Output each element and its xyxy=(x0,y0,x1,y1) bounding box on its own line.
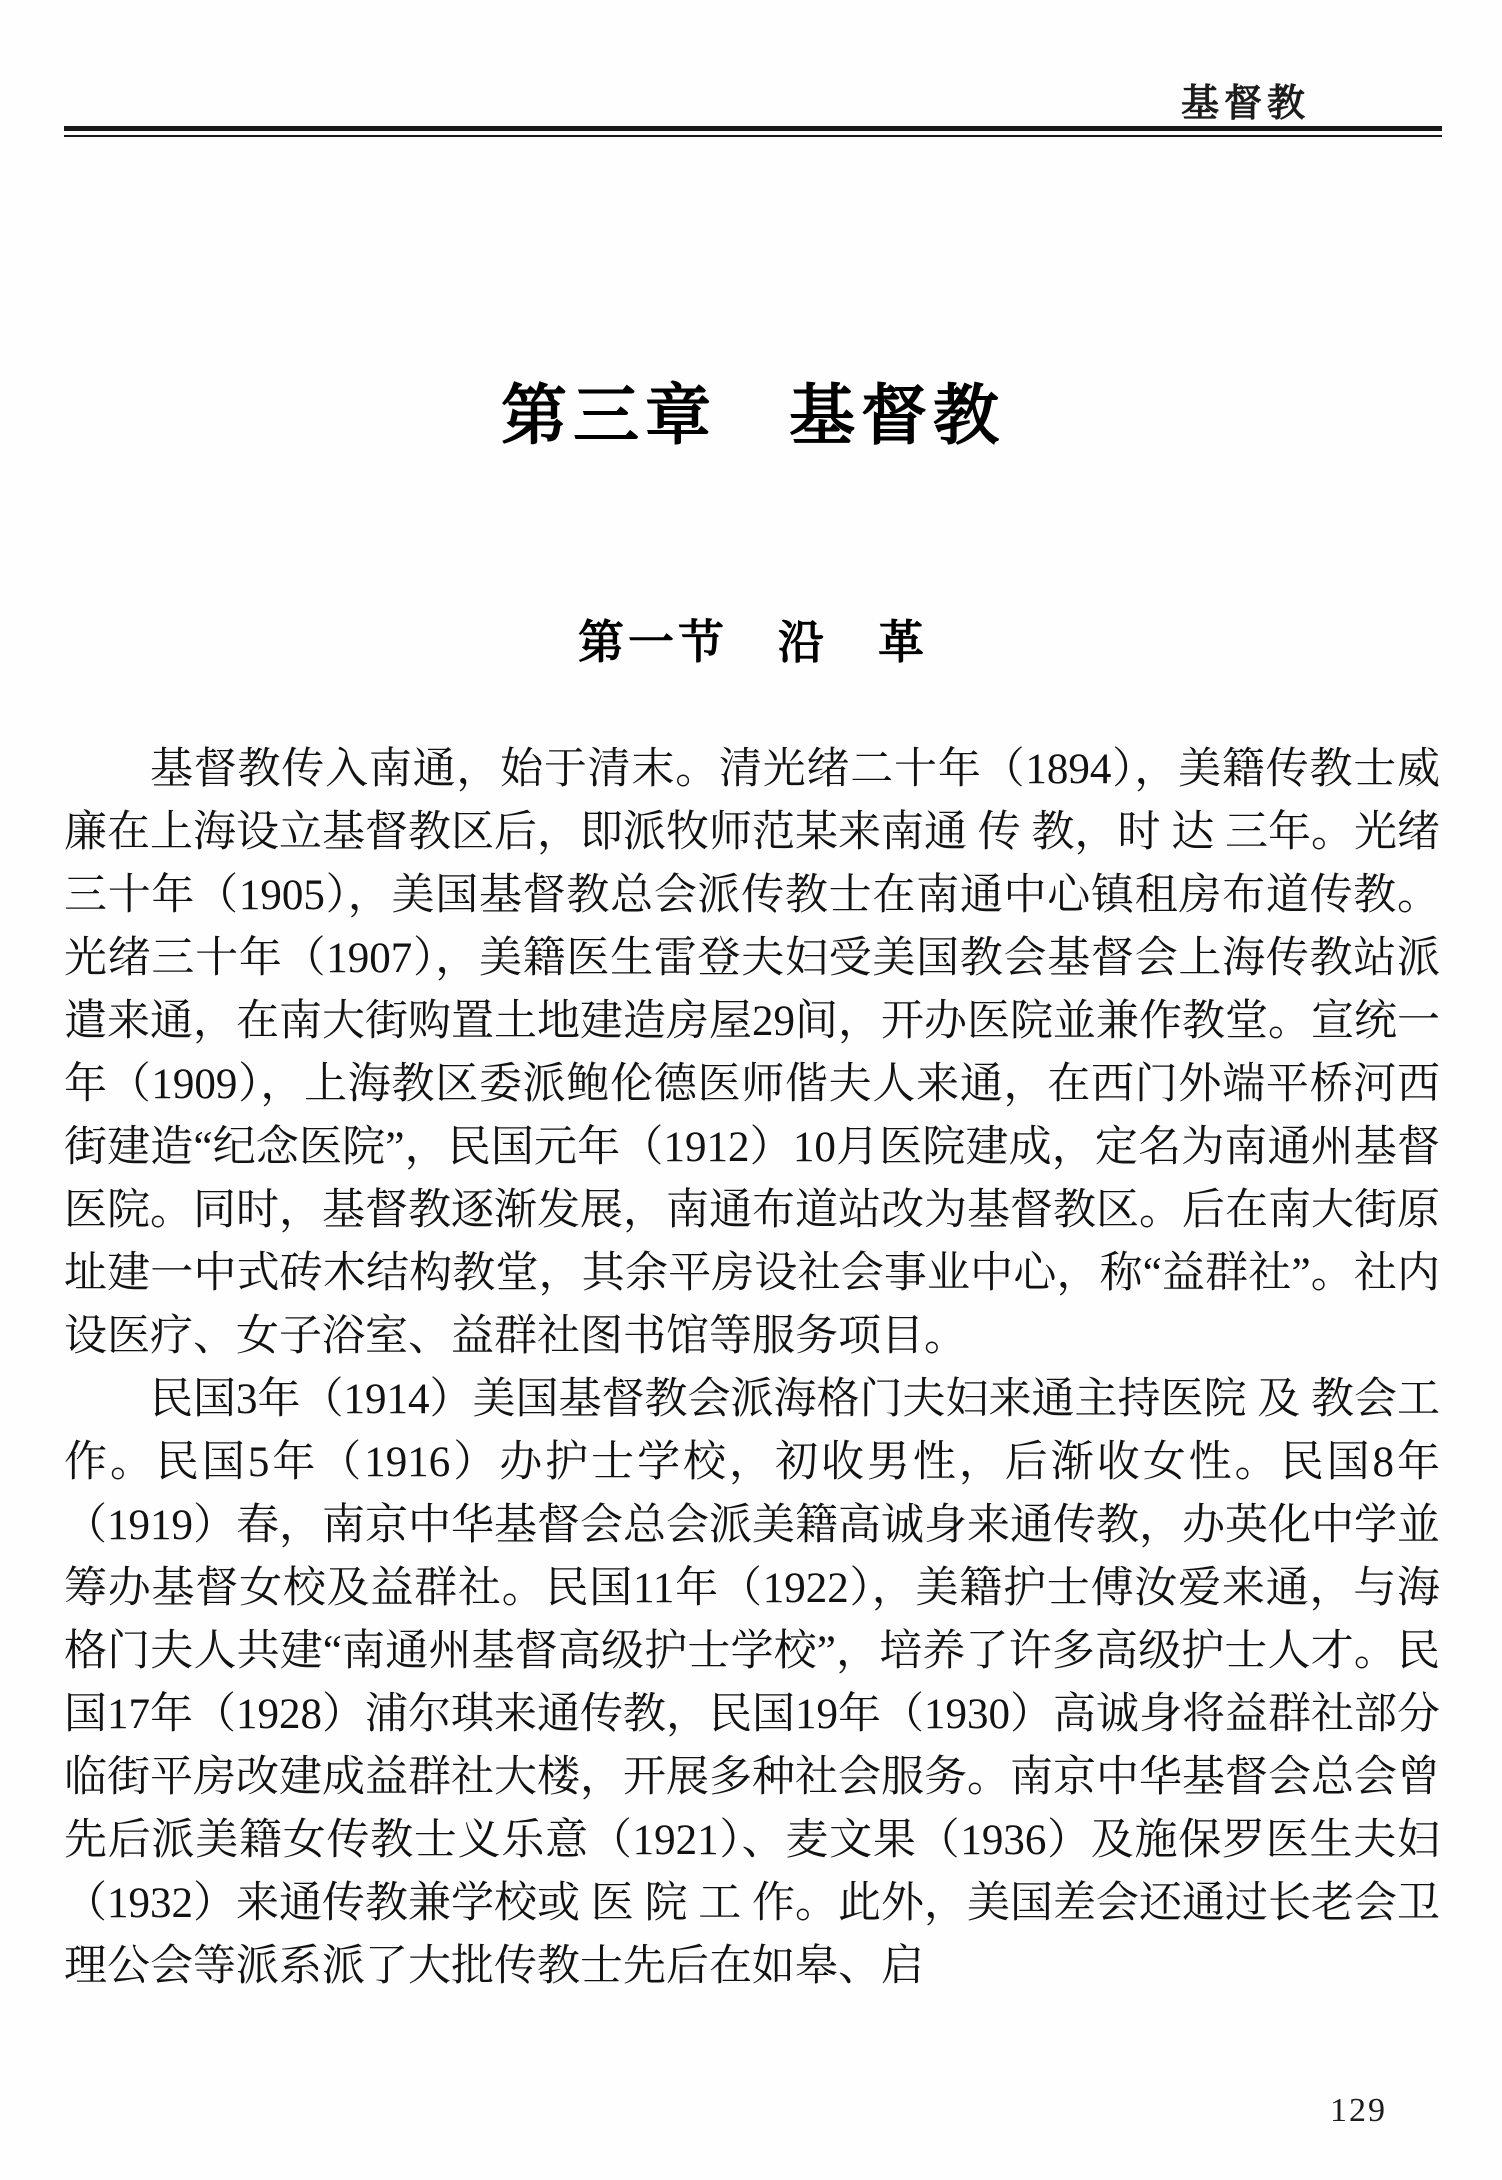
chapter-title: 第三章 基督教 xyxy=(501,380,1005,453)
body-paragraph-1: 基督教传入南通，始于清末。清光绪二十年（1894），美籍传教士威廉在上海设立基督教区后，即派牧师范某来南通 传 教，时 达 三年。光绪三十年（1905），美国基督教总会派传教士在南通中心镇租房布道传教。光绪三十年（1907），美籍医生雷登夫妇受美国教会基督会上海传教站派遣来通，在南大街购置土地建造房屋29间，开办医院並兼作教堂。宣统一年（1909），上海教区委派鲍伦德医师偕夫人来通，在西门外端平桥河西街建造“纪念医院”，民国元年（1912）10月医院建成，定名为南通州基督医院。同时，基督教逐渐发展，南通布道站改为基督教区。后在南大街原址建一中式砖木结构教堂，其余平房设社会事业中心，称“益群社”。社内设医疗、女子浴室、益群社图书馆等服务项目。 xyxy=(64,746,1440,1360)
body-text xyxy=(64,738,1440,1998)
section-title: 第一节 沿 革 xyxy=(578,617,928,668)
page-number: 129 xyxy=(1330,2092,1387,2129)
body-paragraph-2: 民国3年（1914）美国基督教会派海格门夫妇来通主持医院 及 教会工作。民国5年（1916）办护士学校，初收男性，后渐收女性。民国8年（1919）春，南京中华基督会总会派美籍高诚身来通传教，办英化中学並筹办基督女校及益群社。民国11年（1922），美籍护士傅汝爱来通，与海格门夫人共建“南通州基督高级护士学校”，培养了许多高级护士人才。民国17年（1928）浦尔琪来通传教，民国19年（1930）高诚身将益群社部分临街平房改建成益群社大楼，开展多种社会服务。南京中华基督会总会曾先后派美籍女传教士义乐意（1921）、麦文果（1936）及施保罗医生夫妇（1932）来通传教兼学校或 医 院 工 作。此外，美国差会还通过长老会卫理公会等派系派了大批传教士先后在如皋、启 xyxy=(64,1376,1440,1990)
header-double-rule xyxy=(64,126,1442,137)
running-header: 基督教 xyxy=(1180,83,1310,125)
